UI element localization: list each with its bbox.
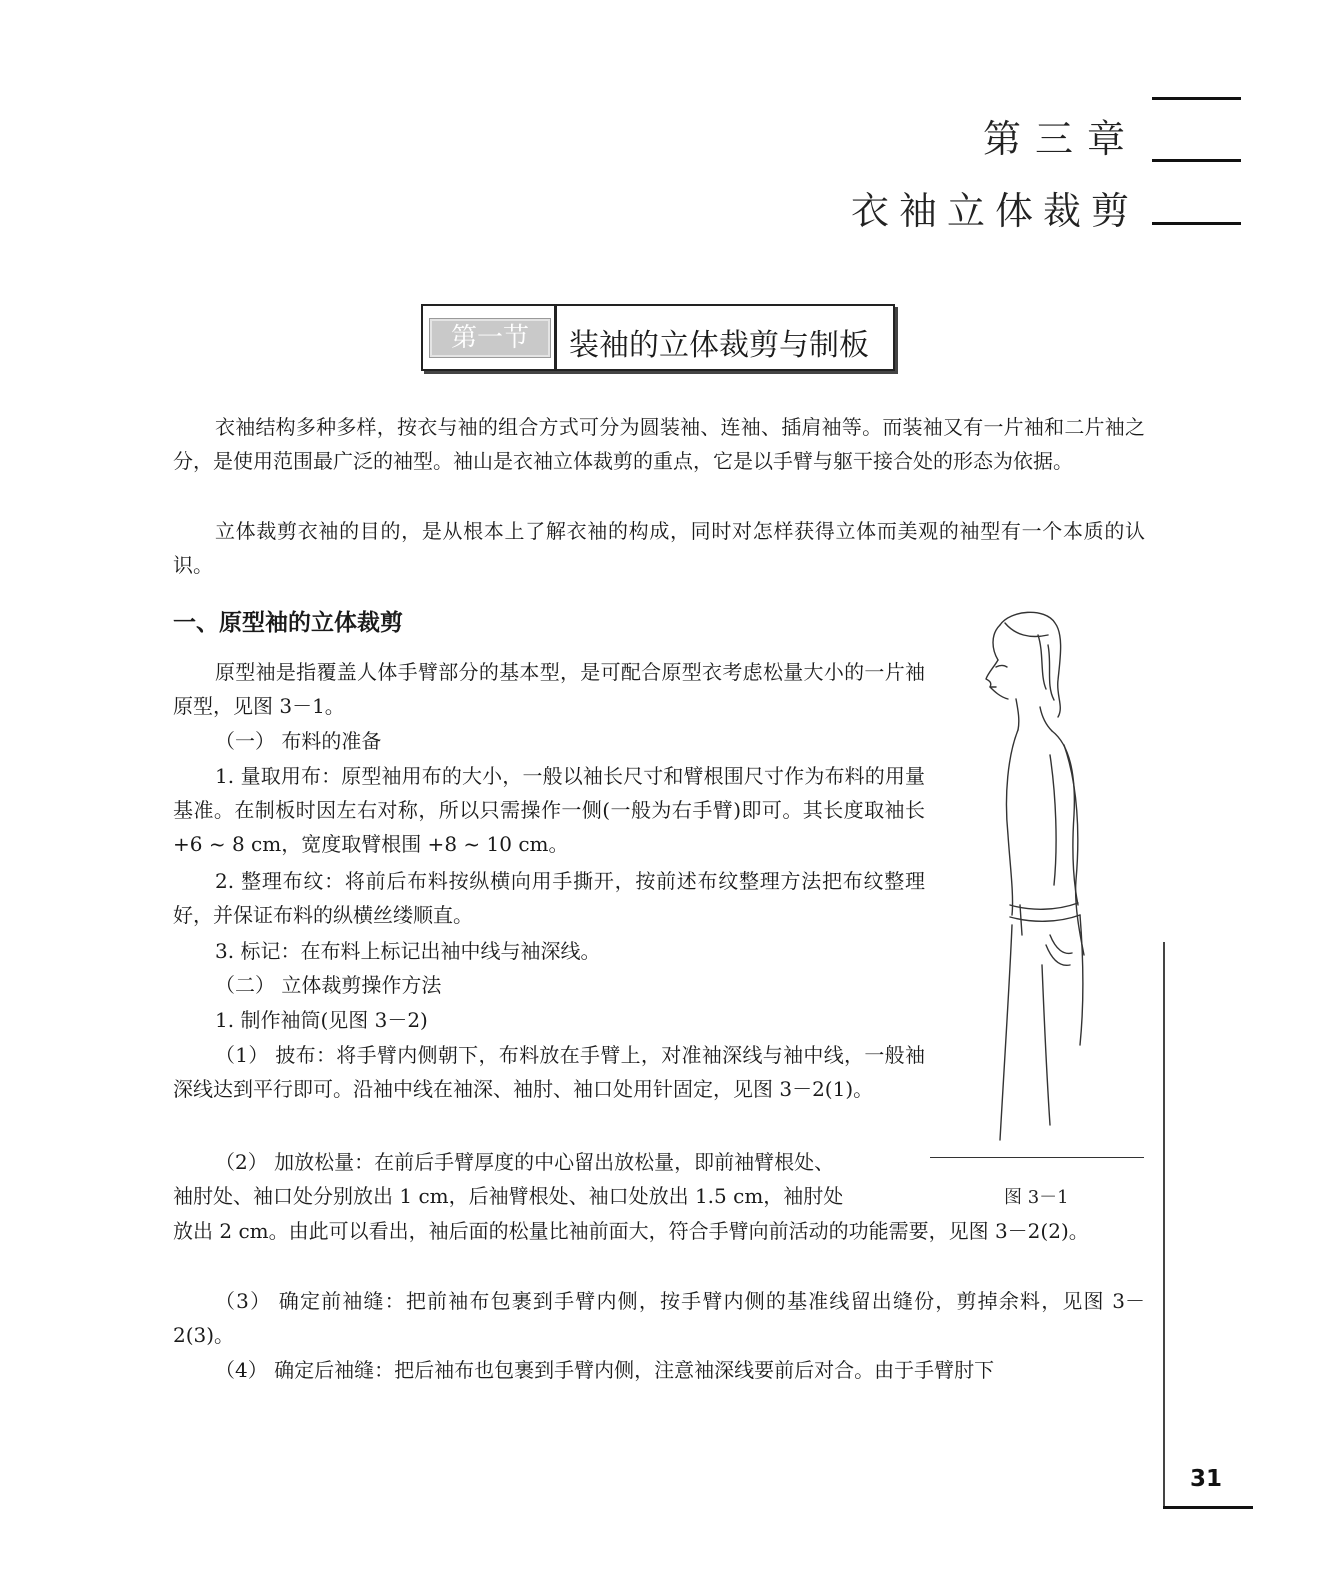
body-paragraph: 3. 标记：在布料上标记出袖中线与袖深线。 bbox=[215, 939, 601, 963]
body-paragraph: 1. 制作袖筒(见图 3－2) bbox=[215, 1008, 428, 1032]
intro-paragraph-1: 衣袖结构多种多样，按衣与袖的组合方式可分为圆装袖、连袖、插肩袖等。而装袖又有一片袖和二片袖之分，是使用范围最广泛的袖型。袖山是衣袖立体裁剪的重点，它是以手臂与躯干接合处的形态为依据。 bbox=[173, 415, 1145, 473]
section-divider bbox=[554, 306, 557, 369]
margin-vertical-rule bbox=[1163, 942, 1165, 1508]
header-rule-middle bbox=[1152, 159, 1241, 162]
body-subheading: （一） 布料的准备 bbox=[215, 729, 382, 753]
intro-paragraph-2: 立体裁剪衣袖的目的，是从根本上了解衣袖的构成，同时对怎样获得立体而美观的袖型有一个本质的认识。 bbox=[173, 519, 1145, 577]
section-title: 装袖的立体裁剪与制板 bbox=[569, 328, 869, 363]
chapter-title: 衣袖立体裁剪 bbox=[850, 189, 1139, 233]
header-rule-bottom bbox=[1152, 222, 1241, 225]
body-line: 袖肘处、袖口处分别放出 1 cm，后袖臂根处、袖口处放出 1.5 cm，袖肘处 bbox=[173, 1184, 844, 1208]
woman-figure-sketch-icon bbox=[960, 605, 1110, 1145]
body-paragraph: 2. 整理布纹：将前后布料按纵横向用手撕开，按前述布纹整理方法把布纹整理好，并保证布料的纵横丝缕顺直。 bbox=[173, 869, 925, 927]
body-paragraph: （4） 确定后袖缝：把后袖布也包裹到手臂内侧，注意袖深线要前后对合。由于手臂肘下 bbox=[215, 1358, 995, 1382]
body-paragraph: 原型袖是指覆盖人体手臂部分的基本型，是可配合原型衣考虑松量大小的一片袖原型，见图 3－1。 bbox=[173, 660, 925, 718]
figure-caption: 图 3－1 bbox=[1004, 1187, 1069, 1208]
body-paragraph: 1. 量取用布：原型袖用布的大小，一般以袖长尺寸和臂根围尺寸作为布料的用量基准。在制板时因左右对称，所以只需操作一侧(一般为右手臂)即可。其长度取袖长 +6 ~ 8 cm，宽度取臂根围 +8 ~ 10 cm。 bbox=[173, 764, 925, 856]
body-paragraph: （3） 确定前袖缝：把前袖布包裹到手臂内侧，按手臂内侧的基准线留出缝份，剪掉余料，见图 3－2(3)。 bbox=[173, 1289, 1145, 1347]
page-number-rule bbox=[1163, 1506, 1253, 1509]
section-tag: 第一节 bbox=[429, 318, 551, 358]
figure-rule bbox=[930, 1157, 1144, 1158]
body-paragraph: 放出 2 cm。由此可以看出，袖后面的松量比袖前面大，符合手臂向前活动的功能需要，见图 3－2(2)。 bbox=[173, 1219, 1089, 1243]
body-paragraph: （1） 披布：将手臂内侧朝下，布料放在手臂上，对准袖深线与袖中线，一般袖深线达到平行即可。沿袖中线在袖深、袖肘、袖口处用针固定，见图 3－2(1)。 bbox=[173, 1043, 925, 1101]
header-rule-top bbox=[1152, 97, 1241, 100]
page-number: 31 bbox=[1190, 1466, 1223, 1492]
section-subheading: 一、原型袖的立体裁剪 bbox=[173, 609, 403, 636]
section-heading-box bbox=[421, 304, 895, 371]
body-line: （2） 加放松量：在前后手臂厚度的中心留出放松量，即前袖臂根处、 bbox=[215, 1150, 835, 1174]
chapter-number: 第三章 bbox=[982, 117, 1139, 161]
body-subheading: （二） 立体裁剪操作方法 bbox=[215, 973, 442, 997]
